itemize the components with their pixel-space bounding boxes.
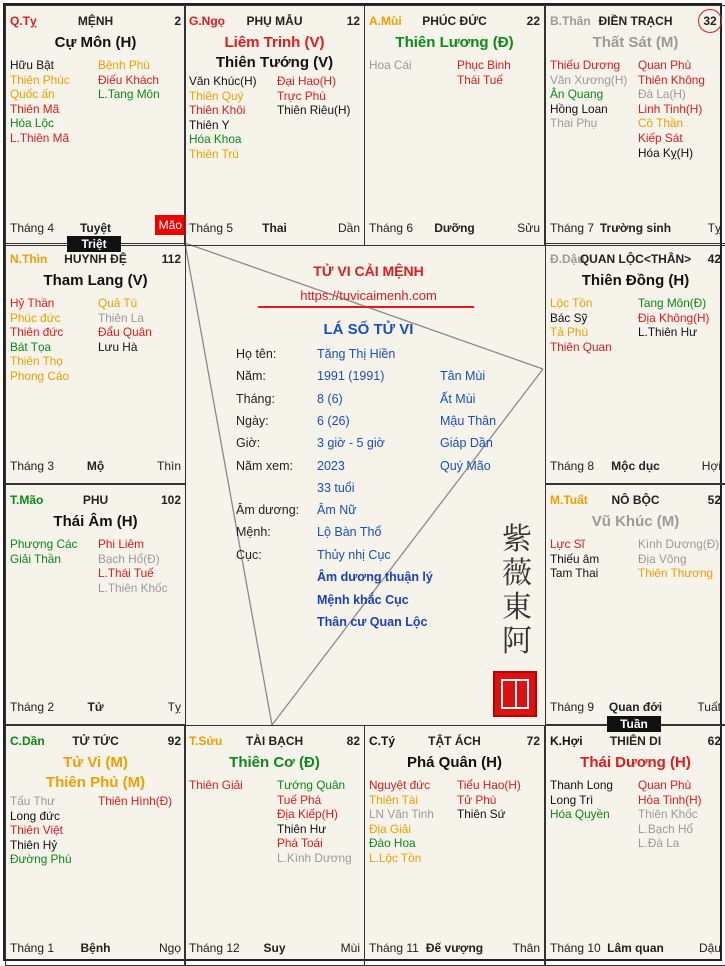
minor-star: Thiên Việt xyxy=(10,823,63,838)
month-label: Tháng 4 xyxy=(10,221,55,235)
minor-star: Thiên La xyxy=(98,310,144,325)
palace-cell-mao[interactable] xyxy=(5,484,186,725)
palace-header xyxy=(189,14,360,30)
minor-stars-left xyxy=(550,58,627,131)
minor-star: Tam Thai xyxy=(550,566,599,581)
palace-age: 112 xyxy=(161,252,181,266)
palace-footer xyxy=(189,941,360,957)
info-extra: Mậu Thân xyxy=(440,413,497,428)
palace-age: 72 xyxy=(526,734,540,748)
palace-footer xyxy=(550,459,721,475)
palace-footer xyxy=(10,459,181,475)
minor-star: L.Lộc Tồn xyxy=(369,850,422,865)
minor-stars-right xyxy=(638,778,702,851)
life-stage: Tử xyxy=(87,700,104,714)
minor-star: Thanh Long xyxy=(550,778,613,792)
minor-star: Phá Toái xyxy=(277,836,323,851)
red-seal-stamp xyxy=(493,671,537,717)
minor-star: Thiên Thọ xyxy=(10,354,63,369)
palace-footer xyxy=(369,941,540,957)
minor-stars-left xyxy=(369,778,434,866)
can-chi-label: Đ.Dậu xyxy=(550,252,585,266)
minor-stars-right xyxy=(98,296,152,354)
month-label: Tháng 7 xyxy=(550,221,595,235)
palace-age: 2 xyxy=(174,14,181,28)
palace-name: QUAN LỘC<THÂN> xyxy=(579,252,692,266)
minor-star: Tử Phù xyxy=(457,792,497,807)
palace-footer xyxy=(10,218,182,237)
life-stage: Quan đới xyxy=(608,700,663,714)
palace-age-circled: 32 xyxy=(698,9,722,33)
minor-star: Hóa Khoa xyxy=(189,132,242,147)
minor-star: Thiên Quý xyxy=(189,88,244,103)
info-value: Âm Nữ xyxy=(317,503,357,518)
palace-footer xyxy=(550,700,721,716)
minor-star: Quan Phù xyxy=(638,778,692,792)
minor-star: Bệnh Phù xyxy=(98,58,150,72)
palace-name: TẬT ÁCH xyxy=(428,734,481,748)
branch-label: Tuất xyxy=(697,700,721,714)
info-extra: Tân Mùi xyxy=(440,369,486,384)
minor-star: L.Thái Tuế xyxy=(98,566,154,581)
minor-star: Kình Dương(Đ) xyxy=(638,537,720,551)
life-stage: Lâm quan xyxy=(607,941,664,955)
branch-label: Hợi xyxy=(701,459,721,473)
minor-star: Thiên Y xyxy=(189,117,230,132)
minor-star: Bạch Hổ(Đ) xyxy=(98,551,160,566)
minor-star: Thiên Giải xyxy=(189,778,243,792)
minor-star: Đường Phù xyxy=(10,852,72,867)
minor-star: Thiên Không xyxy=(638,72,705,87)
minor-star: Bác Sỹ xyxy=(550,310,588,325)
minor-stars-right xyxy=(98,537,168,595)
minor-star: L.Thiên Mã xyxy=(10,130,70,145)
palace-header xyxy=(369,734,540,750)
palace-age: 22 xyxy=(526,14,540,28)
life-stage: Mộc dục xyxy=(611,459,660,473)
minor-star: L.Đà La xyxy=(638,836,680,851)
minor-stars-right xyxy=(277,74,350,118)
palace-name: ĐIỀN TRẠCH xyxy=(598,14,673,28)
life-stage: Mộ xyxy=(86,459,105,473)
info-extra: Giáp Dần xyxy=(440,436,493,451)
info-label: Giờ: xyxy=(236,436,261,451)
info-label: Cục: xyxy=(236,547,262,562)
minor-star: Lưu Hà xyxy=(98,339,138,354)
minor-star: LN Văn Tinh xyxy=(369,807,434,822)
triet-marker: Triệt xyxy=(67,236,121,252)
minor-star: Địa Không(H) xyxy=(638,310,710,325)
minor-star: Đại Hao(H) xyxy=(277,74,336,88)
palace-footer xyxy=(550,941,721,957)
minor-stars-right xyxy=(638,296,709,340)
minor-stars-right xyxy=(277,778,352,866)
info-label: Năm xem: xyxy=(236,458,293,473)
life-stage: Suy xyxy=(263,941,286,955)
branch-label: Dần xyxy=(337,221,360,235)
minor-star: Quả Tú xyxy=(98,296,138,310)
branch-label: Sửu xyxy=(517,221,540,235)
info-value: Lộ Bàn Thổ xyxy=(317,525,382,540)
month-label: Tháng 11 xyxy=(369,941,419,955)
info-label: Năm: xyxy=(236,369,266,384)
minor-star: L.Kình Dương xyxy=(277,850,352,865)
info-value: Tăng Thị Hiền xyxy=(317,347,396,361)
info-label: Mệnh: xyxy=(236,525,271,540)
palace-cell-mui[interactable] xyxy=(364,5,545,246)
palace-footer xyxy=(369,221,540,237)
palace-age: 62 xyxy=(707,734,721,748)
palace-name: THIÊN DI xyxy=(609,734,662,748)
main-star: Thái Dương (H) xyxy=(580,754,691,771)
minor-stars-left xyxy=(189,74,257,162)
palace-age: 82 xyxy=(346,734,360,748)
minor-star: Thiên Hình(Đ) xyxy=(98,794,173,808)
can-chi-label: T.Mão xyxy=(10,493,44,507)
palace-cell-tuat[interactable] xyxy=(545,484,725,725)
center-info-panel xyxy=(188,247,549,728)
info-label: Tháng: xyxy=(236,391,275,406)
minor-star: Đẩu Quân xyxy=(98,325,152,340)
minor-star: Thiên Mã xyxy=(10,101,60,116)
minor-stars-right xyxy=(98,58,160,102)
palace-header xyxy=(10,14,181,30)
palace-name: PHÚC ĐỨC xyxy=(422,14,487,28)
main-star: Thiên Phủ (M) xyxy=(45,774,146,791)
month-label: Tháng 9 xyxy=(550,700,595,714)
info-value: 3 giờ - 5 giờ xyxy=(317,436,385,451)
minor-star: Thiếu Dương xyxy=(550,58,621,72)
info-value: 1991 (1991) xyxy=(317,369,385,384)
minor-star: Tiểu Hao(H) xyxy=(457,778,521,792)
minor-star: Long đức xyxy=(10,808,60,823)
minor-star: Phượng Các xyxy=(10,537,78,551)
info-extra: Quý Mão xyxy=(440,458,491,473)
horoscope-chart xyxy=(3,3,722,961)
main-star: Thiên Cơ (Đ) xyxy=(229,754,320,771)
can-chi-label: N.Thìn xyxy=(10,252,48,266)
can-chi-label: C.Tý xyxy=(369,734,396,748)
minor-stars-left xyxy=(369,58,412,73)
palace-header xyxy=(10,493,181,509)
minor-star: Thiên đức xyxy=(10,325,64,340)
minor-star: Thái Tuế xyxy=(457,72,503,87)
minor-star: L.Tang Môn xyxy=(98,87,160,102)
minor-stars-right xyxy=(638,537,719,581)
minor-stars-left xyxy=(10,794,72,867)
minor-star: Địa Kiếp(H) xyxy=(277,807,338,822)
minor-star: Long Trì xyxy=(550,792,594,807)
palace-cell-dau[interactable] xyxy=(545,243,725,484)
main-star: Thất Sát (M) xyxy=(592,34,679,51)
minor-star: Thiên Sứ xyxy=(457,807,506,822)
minor-stars-left xyxy=(550,778,613,822)
palace-name: HUYNH ĐỆ xyxy=(64,252,127,266)
palace-header xyxy=(10,252,181,268)
info-label: Họ tên: xyxy=(236,347,277,361)
minor-star: Thiên Phúc xyxy=(10,72,70,87)
minor-stars-left xyxy=(189,778,243,793)
minor-star: Địa Giải xyxy=(369,821,411,836)
minor-star: Thiên Tài xyxy=(369,792,418,807)
can-chi-label: T.Sửu xyxy=(189,734,223,748)
minor-star: Đào Hoa xyxy=(369,836,416,851)
palace-name: TÀI BẠCH xyxy=(245,734,304,748)
life-stage: Trường sinh xyxy=(599,221,672,235)
palace-name: TỬ TỨC xyxy=(72,734,119,748)
site-url[interactable]: https://tuvicaimenh.com xyxy=(300,288,437,303)
minor-star: Điếu Khách xyxy=(98,72,159,87)
month-label: Tháng 8 xyxy=(550,459,595,473)
chart-note: Âm dương thuận lý xyxy=(317,570,433,584)
palace-name: PHU xyxy=(82,493,109,507)
palace-age: 92 xyxy=(167,734,181,748)
minor-stars-right xyxy=(457,58,511,87)
main-star: Liêm Trinh (V) xyxy=(224,34,325,51)
palace-footer xyxy=(189,221,360,237)
main-star: Cự Môn (H) xyxy=(54,34,137,51)
minor-stars-left xyxy=(10,296,69,384)
branch-label: Mão xyxy=(155,215,186,235)
minor-stars-right xyxy=(457,778,521,822)
palace-age: 52 xyxy=(707,493,721,507)
minor-star: Hỏa Tinh(H) xyxy=(638,792,702,807)
palace-age: 12 xyxy=(346,14,360,28)
minor-star: Hữu Bật xyxy=(10,58,54,72)
life-stage: Tuyệt xyxy=(79,221,112,235)
minor-stars-right xyxy=(638,58,705,160)
life-stage: Đế vượng xyxy=(425,941,484,955)
minor-star: Nguyệt đức xyxy=(369,778,431,792)
info-value: 33 tuổi xyxy=(317,480,355,495)
main-star: Thiên Tướng (V) xyxy=(215,54,334,71)
palace-age: 102 xyxy=(160,493,181,507)
minor-star: Văn Khúc(H) xyxy=(189,74,257,88)
palace-cell-than[interactable] xyxy=(545,5,725,246)
minor-star: Hỷ Thần xyxy=(10,296,55,310)
can-chi-label: Q.Tỵ xyxy=(10,14,37,28)
minor-star: Thiên Hư xyxy=(277,821,327,836)
palace-name: MỆNH xyxy=(77,14,114,28)
minor-star: Tướng Quân xyxy=(277,778,346,792)
minor-star: Tang Môn(Đ) xyxy=(638,296,707,310)
minor-star: Thiên Khốc xyxy=(638,807,698,822)
can-chi-label: G.Ngọ xyxy=(189,14,225,28)
minor-star: Thiên Thương xyxy=(638,566,714,581)
life-stage: Thai xyxy=(262,221,287,235)
palace-name: NÔ BỘC xyxy=(611,493,660,507)
branch-label: Mùi xyxy=(340,941,360,955)
minor-star: Hóa Kỵ(H) xyxy=(638,145,694,160)
main-star: Thái Âm (H) xyxy=(53,513,138,530)
info-extra: Ất Mùi xyxy=(440,391,476,406)
info-label: Âm dương: xyxy=(236,503,300,518)
minor-stars-left xyxy=(10,537,77,566)
branch-label: Tỵ xyxy=(707,221,721,235)
minor-star: Thiên Khôi xyxy=(189,103,246,118)
palace-header xyxy=(189,734,360,750)
minor-star: Phi Liêm xyxy=(98,537,144,551)
minor-star: Thiên Riêu(H) xyxy=(277,103,351,118)
minor-stars-left xyxy=(550,537,599,581)
main-star: Thiên Lương (Đ) xyxy=(395,34,514,51)
palace-footer xyxy=(10,941,181,957)
minor-star: Ân Quang xyxy=(550,87,604,102)
minor-star: Bát Tọa xyxy=(10,339,52,354)
info-value: 8 (6) xyxy=(317,391,343,406)
month-label: Tháng 3 xyxy=(10,459,55,473)
minor-star: Thiếu âm xyxy=(550,551,600,566)
minor-star: Linh Tinh(H) xyxy=(638,101,703,116)
main-star: Vũ Khúc (M) xyxy=(591,513,680,530)
palace-age: 42 xyxy=(707,252,721,266)
minor-star: Quốc ấn xyxy=(10,87,55,102)
palace-header xyxy=(550,493,721,509)
palace-cell-thin[interactable] xyxy=(5,243,186,484)
minor-star: Hoa Cái xyxy=(369,58,412,72)
month-label: Tháng 10 xyxy=(550,941,601,955)
minor-stars-left xyxy=(10,58,70,146)
month-label: Tháng 1 xyxy=(10,941,55,955)
minor-star: Tấu Thư xyxy=(10,794,56,808)
calligraphy-signature: 紫 薇 東 阿 xyxy=(502,522,532,659)
palace-header xyxy=(550,14,721,30)
tuan-marker: Tuần xyxy=(607,716,661,732)
minor-star: Thiên Hỷ xyxy=(10,837,58,852)
branch-label: Tỵ xyxy=(167,700,181,714)
branch-label: Thân xyxy=(512,941,540,955)
info-value: Thủy nhị Cục xyxy=(317,547,391,562)
palace-name: PHỤ MẪU xyxy=(246,14,303,28)
can-chi-label: K.Hợi xyxy=(550,734,583,748)
brand-title: TỬ VI CẢI MỆNH xyxy=(313,263,424,279)
month-label: Tháng 2 xyxy=(10,700,55,714)
minor-star: Kiếp Sát xyxy=(638,130,683,145)
info-label: Ngày: xyxy=(236,413,269,428)
minor-star: Cô Thần xyxy=(638,116,684,131)
minor-star: Phục Binh xyxy=(457,58,511,72)
minor-star: Tả Phù xyxy=(550,325,589,340)
palace-header xyxy=(550,734,721,750)
chart-heading: LÁ SỐ TỬ VI xyxy=(323,321,414,338)
minor-stars-left xyxy=(550,296,612,354)
minor-star: Giải Thần xyxy=(10,551,61,566)
minor-star: Lộc Tồn xyxy=(550,296,593,310)
can-chi-label: B.Thân xyxy=(550,14,591,28)
minor-star: Tuế Phá xyxy=(277,792,322,807)
branch-label: Dậu xyxy=(698,941,721,955)
minor-star: Lực Sĩ xyxy=(550,537,585,551)
minor-star: Văn Xương(H) xyxy=(550,72,628,87)
branch-label: Thìn xyxy=(156,459,181,473)
main-star: Tử Vi (M) xyxy=(63,754,128,771)
info-value: 2023 xyxy=(317,458,345,473)
minor-star: L.Bạch Hổ xyxy=(638,821,694,836)
minor-star: Hóa Lộc xyxy=(10,116,54,131)
minor-star: L.Thiên Hư xyxy=(638,325,698,340)
minor-star: Hóa Quyền xyxy=(550,807,610,822)
main-star: Thiên Đồng (H) xyxy=(581,272,690,289)
minor-star: Trực Phù xyxy=(277,88,326,103)
palace-header xyxy=(550,252,721,268)
minor-star: Thai Phụ xyxy=(550,116,598,131)
chart-note: Mệnh khắc Cục xyxy=(317,592,409,607)
minor-star: Địa Võng xyxy=(638,551,687,566)
minor-star: Phong Cáo xyxy=(10,368,70,383)
palace-cell-ty2[interactable] xyxy=(364,725,545,966)
minor-star: Đà La(H) xyxy=(638,87,686,102)
month-label: Tháng 6 xyxy=(369,221,414,235)
month-label: Tháng 5 xyxy=(189,221,234,235)
minor-star: Hồng Loan xyxy=(550,101,608,116)
palace-header xyxy=(369,14,540,30)
minor-star: Quan Phù xyxy=(638,58,692,72)
palace-cell-dan[interactable] xyxy=(5,725,186,966)
palace-cell-ty[interactable] xyxy=(5,5,186,246)
minor-stars-right xyxy=(98,794,172,809)
main-star: Phá Quân (H) xyxy=(406,754,502,771)
can-chi-label: A.Mùi xyxy=(369,14,402,28)
life-stage: Dưỡng xyxy=(434,221,475,235)
palace-cell-hoi[interactable] xyxy=(545,725,725,966)
month-label: Tháng 12 xyxy=(189,941,240,955)
minor-star: L.Thiên Khốc xyxy=(98,580,168,595)
life-stage: Bệnh xyxy=(80,941,111,955)
minor-star: Phúc đức xyxy=(10,310,61,325)
minor-star: Thiên Quan xyxy=(550,339,612,354)
chart-note: Thân cư Quan Lộc xyxy=(317,615,428,629)
can-chi-label: C.Dần xyxy=(10,734,45,748)
can-chi-label: M.Tuất xyxy=(550,493,588,507)
info-value: 6 (26) xyxy=(317,413,350,428)
palace-cell-suu[interactable] xyxy=(184,725,365,966)
main-star: Tham Lang (V) xyxy=(43,272,148,289)
url-underline xyxy=(258,306,474,308)
palace-cell-ngo[interactable] xyxy=(184,5,365,246)
palace-footer xyxy=(10,700,181,716)
minor-star: Thiên Trù xyxy=(189,146,239,161)
palace-header xyxy=(10,734,181,750)
palace-footer xyxy=(550,221,721,237)
branch-label: Ngọ xyxy=(158,941,181,955)
